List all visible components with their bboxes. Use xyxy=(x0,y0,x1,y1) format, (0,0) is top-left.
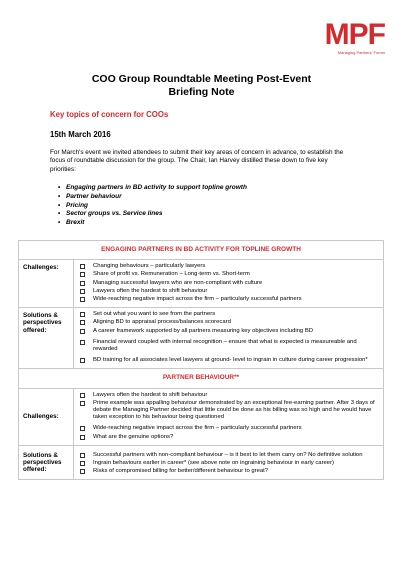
table-row xyxy=(19,308,384,369)
checkbox-icon xyxy=(80,469,85,474)
table-row xyxy=(19,260,384,308)
row-label: Challenges: xyxy=(19,260,74,308)
table-row xyxy=(19,388,384,445)
checkbox-icon xyxy=(80,426,85,431)
checkbox-icon xyxy=(80,358,85,363)
section-title-bd: ENGAGING PARTNERS IN BD ACTIVITY FOR TOPLINE GROWTH xyxy=(19,241,384,260)
challenges-list xyxy=(74,388,384,445)
list-item: Ingrain behaviours earlier in career* (see above note on ingraining behaviour in early career) xyxy=(80,460,377,467)
list-item: What are the genuine options? xyxy=(80,434,377,441)
section-heading: Key topics of concern for COOs xyxy=(50,110,169,119)
list-item: Managing successful lawyers who are non-compliant with culture xyxy=(80,280,377,287)
list-item: Changing behaviours – particularly lawyers xyxy=(80,263,377,270)
meeting-date: 15th March 2016 xyxy=(50,130,111,139)
table-row xyxy=(19,445,384,480)
list-item: BD training for all associates level lawyers at ground- level to ingrain in culture during career progression* xyxy=(80,357,377,364)
priority-item: • Pricing xyxy=(58,202,247,211)
checkbox-icon xyxy=(80,281,85,286)
mpf-logo xyxy=(325,20,385,56)
checkbox-icon xyxy=(80,435,85,440)
list-item: Wide-reaching negative impact across the firm – particularly successful partners xyxy=(80,425,377,432)
list-item: Lawyers often the hardest to shift behaviour xyxy=(80,288,377,295)
checkbox-icon xyxy=(80,320,85,325)
list-item: Wide-reaching negative impact across the firm – particularly successful partners xyxy=(80,296,377,303)
list-item: Set out what you want to see from the partners xyxy=(80,311,377,318)
checkbox-icon xyxy=(80,329,85,334)
title-line-2: Briefing Note xyxy=(168,86,235,98)
list-item: Share of profit vs. Remuneration – Long-term vs. Short-term xyxy=(80,271,377,278)
row-label: Challenges: xyxy=(19,388,74,445)
briefing-table xyxy=(18,240,384,480)
intro-paragraph: For March's event we invited attendees to submit their key areas of concern in advance, to establish the focus of roundtable discussion for the group. The Chair, Ian Harvey distilled these down to five key priorities: xyxy=(50,149,344,173)
checkbox-icon xyxy=(80,401,85,406)
row-label: Solutions & perspectives offered: xyxy=(19,445,74,480)
checkbox-icon xyxy=(80,289,85,294)
table-row xyxy=(19,369,384,388)
row-label: Solutions & perspectives offered: xyxy=(19,308,74,369)
checkbox-icon xyxy=(80,312,85,317)
solutions-list xyxy=(74,308,384,369)
priority-item: • Partner behaviour xyxy=(58,193,247,202)
list-item: Successful partners with non-compliant behaviour – is it best to let them carry on? No definitive solution xyxy=(80,452,377,459)
checkbox-icon xyxy=(80,461,85,466)
title-line-1: COO Group Roundtable Meeting Post-Event xyxy=(91,73,312,85)
logo-subtitle: Managing Partners' Forum xyxy=(337,50,385,55)
list-item: Financial reward coupled with internal recognition – ensure that what is expected is measureable and rewarded xyxy=(80,339,377,353)
list-item: Prime example was appalling behaviour demonstrated by an exceptional fee-earning partner. After 3 days of debate the Managing Partner decided that little could be done as his billing was so high and he would have taken exception to his behaviour being questioned xyxy=(80,400,377,422)
challenges-list xyxy=(74,260,384,308)
checkbox-icon xyxy=(80,453,85,458)
solutions-list xyxy=(74,445,384,480)
checkbox-icon xyxy=(80,340,85,345)
checkbox-icon xyxy=(80,393,85,398)
list-item: Aligning BD to appraisal process/balances scorecard xyxy=(80,319,377,326)
checkbox-icon xyxy=(80,297,85,302)
priorities-list xyxy=(50,184,247,228)
logo-mark: MPF xyxy=(324,18,385,51)
list-item: Lawyers often the hardest to shift behaviour xyxy=(80,392,377,399)
priority-item: • Engaging partners in BD activity to support topline growth xyxy=(58,184,247,193)
list-item: Risks of compromised billing for better/different behaviour to great? xyxy=(80,468,377,475)
checkbox-icon xyxy=(80,272,85,277)
section-title-partner-behaviour: PARTNER BEHAVIOUR** xyxy=(19,369,384,388)
table-row xyxy=(19,241,384,260)
document-title xyxy=(0,73,403,99)
priority-item: • Sector groups vs. Service lines xyxy=(58,210,247,219)
priority-item: • Brexit xyxy=(58,219,247,228)
checkbox-icon xyxy=(80,264,85,269)
list-item: A career framework supported by all partners measuring key objectives including BD xyxy=(80,328,377,335)
